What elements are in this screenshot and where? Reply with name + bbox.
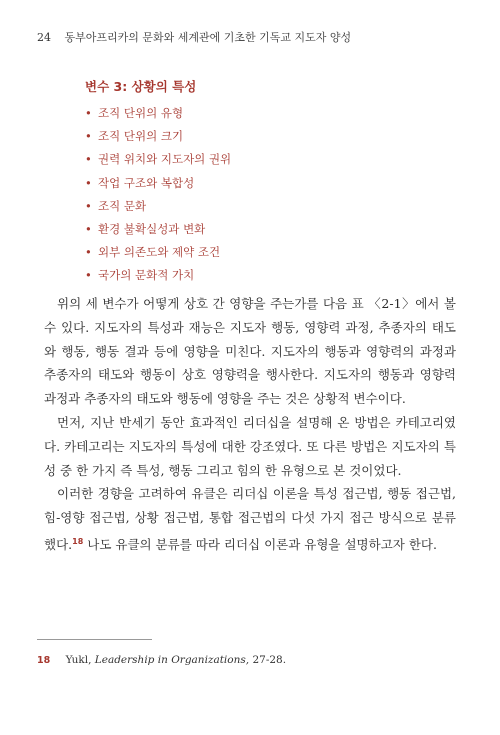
- list-item: [85, 172, 231, 195]
- paragraph-3-text: 이러한 경향을 고려하여 유클은 리더십 이론을 특성 접근법, 행동 접근법, 힘-영향 접근법, 상황 접근법, 통합 접근법의 다섯 가지 접근 방식으로 분류했다.: [44, 486, 456, 553]
- list-item-label: 국가의 문화적 가치: [98, 268, 195, 283]
- footnote-divider: [37, 639, 152, 640]
- paragraph-3: [44, 482, 456, 557]
- list-item-label: 권력 위치와 지도자의 권위: [98, 152, 232, 167]
- list-item-label: 조직 단위의 크기: [98, 129, 184, 144]
- footnote-book-title: Leadership in Organizations,: [94, 654, 250, 666]
- list-item-label: 조직 단위의 유형: [98, 106, 184, 120]
- list-item-label: 환경 불확실성과 변화: [98, 221, 206, 236]
- variable-list: [85, 102, 231, 288]
- bullet-icon: •: [85, 129, 92, 144]
- running-header: [37, 29, 351, 45]
- footnote: [37, 654, 286, 666]
- bullet-icon: •: [85, 245, 92, 260]
- bullet-icon: •: [85, 268, 92, 283]
- list-item: [85, 264, 231, 287]
- footnote-pages: 27-28.: [252, 654, 287, 666]
- footnote-number: 18: [37, 655, 51, 666]
- body-text: [44, 292, 456, 557]
- paragraph-2: 먼저, 지난 반세기 동안 효과적인 리더십을 설명해 온 방법은 카테고리였다. 카테고리는 지도자의 특성에 대한 강조였다. 또 다른 방법은 지도자의 특성 중 한 가지 즉 특성, 행동 그리고 힘의 한 유형으로 본 것이었다.: [44, 414, 456, 478]
- list-item: [85, 241, 231, 264]
- bullet-icon: •: [85, 106, 92, 120]
- footnote-reference[interactable]: 18: [72, 536, 84, 546]
- list-item-label: 조직 문화: [98, 198, 147, 213]
- bullet-icon: •: [85, 198, 92, 213]
- list-item: [85, 218, 231, 241]
- variable-title: 변수 3: 상황의 특성: [85, 79, 197, 94]
- page-number: 24: [37, 31, 51, 44]
- list-item: [85, 195, 231, 218]
- bullet-icon: •: [85, 152, 92, 167]
- list-item-label: 작업 구조와 복합성: [98, 175, 195, 190]
- list-item: [85, 102, 231, 125]
- variable-box: [85, 77, 231, 288]
- running-title: 동부아프리카의 문화와 세계관에 기초한 기독교 지도자 양성: [64, 31, 352, 44]
- list-item: [85, 148, 231, 171]
- bullet-icon: •: [85, 175, 92, 190]
- paragraph-3-text-end: 나도 유클의 분류를 따라 리더십 이론과 유형을 설명하고자 한다.: [83, 537, 437, 553]
- paragraph-1: 위의 세 변수가 어떻게 상호 간 영향을 주는가를 다음 표 〈2-1〉에서 볼 수 있다. 지도자의 특성과 재능은 지도자 행동, 영향력 과정, 추종자의 태도와 행동, 행동 결과 등에 영향을 미친다. 지도자의 행동과 영향력의 과정과 추종자의 태도와 행동이 상호 영향력을 행사한다. 지도자의 행동과 영향력 과정과 추종자의 태도와 행동에 영향을 주는 것은 상황적 변수이다.: [44, 296, 456, 407]
- bullet-icon: •: [85, 221, 92, 236]
- list-item-label: 외부 의존도와 제약 조건: [98, 245, 221, 260]
- list-item: [85, 125, 231, 148]
- footnote-author: Yukl,: [65, 654, 92, 666]
